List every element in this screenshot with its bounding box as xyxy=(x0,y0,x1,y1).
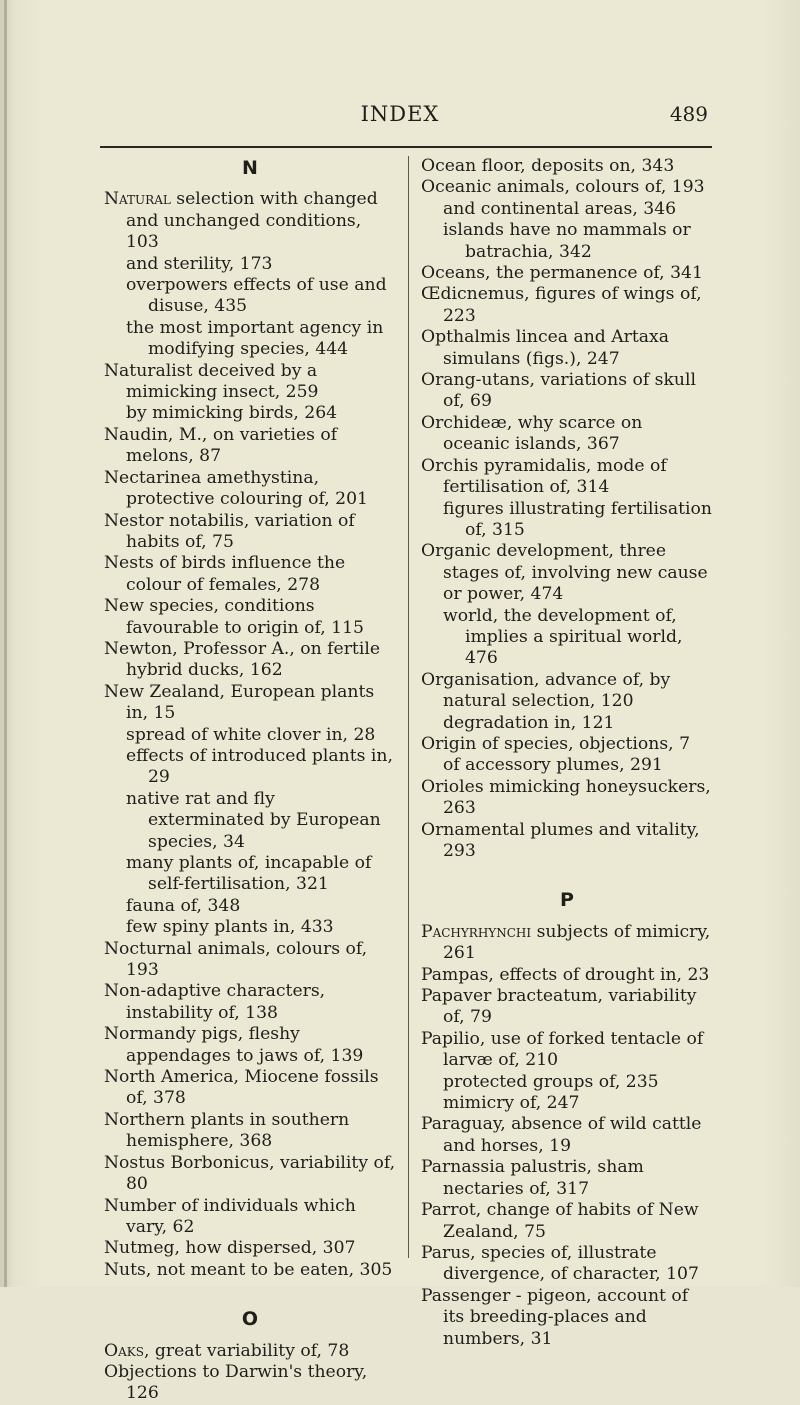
entry-text: selection with changed and unchanged conditions, 103 xyxy=(126,189,378,253)
header-rule xyxy=(100,146,712,148)
index-entry: Objections to Darwin's theory, 126 xyxy=(104,1361,368,1404)
index-subentry: and sterility, 173 xyxy=(126,253,273,274)
index-entry xyxy=(104,1341,396,1362)
index-entry xyxy=(421,922,713,965)
index-subentry: fauna of, 348 xyxy=(126,895,241,916)
left-column xyxy=(104,156,396,1405)
index-entry: Parnassia palustris, sham nectaries of, 317 xyxy=(421,1157,644,1199)
section-gap xyxy=(104,1281,396,1301)
index-entry: Opthalmis lincea and Artaxa simulans (figs.), 247 xyxy=(421,327,669,369)
page-number: 489 xyxy=(669,102,708,126)
section-letter-n: N xyxy=(242,157,258,179)
entry-head: Pachyrhynchi xyxy=(421,921,532,942)
index-entry: Parrot, change of habits of New Zealand, 75 xyxy=(421,1200,699,1242)
page-edge-shadow xyxy=(4,0,7,1287)
column-divider xyxy=(408,156,409,1258)
index-subentry: spread of white clover in, 28 xyxy=(126,724,376,745)
index-entry: Organic development, three stages of, involving new cause or power, 474 xyxy=(421,541,708,605)
index-entry: New Zealand, European plants in, 15 xyxy=(104,681,375,724)
index-entry: Naudin, M., on varieties of melons, 87 xyxy=(104,424,338,467)
index-entry: Newton, Professor A., on fertile hybrid ducks, 162 xyxy=(104,638,381,681)
index-entry: New species, conditions favourable to origin of, 115 xyxy=(104,596,364,638)
index-entry: Papilio, use of forked tentacle of larvæ of, 210 xyxy=(421,1028,704,1071)
index-subentry: overpowers effects of use and disuse, 435 xyxy=(126,275,387,317)
index-subentry: world, the development of, implies a spiritual world, 476 xyxy=(443,605,683,669)
index-entry: Nuts, not meant to be eaten, 305 xyxy=(104,1259,393,1280)
index-entry: Nestor notabilis, variation of habits of, 75 xyxy=(104,510,355,552)
index-subentry: protected groups of, 235 xyxy=(443,1071,659,1092)
index-entry: Papaver bracteatum, variability of, 79 xyxy=(421,986,697,1028)
index-entry: Ocean floor, deposits on, 343 xyxy=(421,156,675,176)
index-entry: Orchis pyramidalis, mode of fertilisation of, 314 xyxy=(421,455,667,498)
entry-head: Natural xyxy=(104,189,171,210)
index-entry: Nutmeg, how dispersed, 307 xyxy=(104,1238,356,1259)
section-letter-p: P xyxy=(560,889,574,912)
index-entry: Normandy pigs, fleshy appendages to jaws of, 139 xyxy=(104,1024,364,1066)
index-entry: Paraguay, absence of wild cattle and horses, 19 xyxy=(421,1114,702,1156)
index-entry: Pampas, effects of drought in, 23 xyxy=(421,964,710,985)
index-subentry: native rat and fly exterminated by European species, 34 xyxy=(126,788,381,852)
index-entry: Orchideæ, why scarce on oceanic islands, 367 xyxy=(421,412,643,455)
index-subentry: figures illustrating fertilisation of, 315 xyxy=(443,498,712,540)
section-letter-o: O xyxy=(241,1308,259,1331)
index-entry: Orang-utans, variations of skull of, 69 xyxy=(421,370,696,412)
index-entry: Number of individuals which vary, 62 xyxy=(104,1195,356,1237)
index-subentry: islands have no mammals or batrachia, 342 xyxy=(443,220,691,262)
running-title: INDEX xyxy=(360,102,440,126)
index-subentry: effects of introduced plants in, 29 xyxy=(126,745,393,788)
index-entry: Non-adaptive characters, instability of, 138 xyxy=(104,981,326,1023)
index-subentry: the most important agency in modifying species, 444 xyxy=(126,317,384,360)
index-entry: Orioles mimicking honeysuckers, 263 xyxy=(421,776,711,819)
index-subentry: by mimicking birds, 264 xyxy=(126,403,338,424)
section-gap xyxy=(421,862,713,882)
entry-text: subjects of mimicry, 261 xyxy=(443,921,711,964)
index-entry: Ornamental plumes and vitality, 293 xyxy=(421,819,700,861)
index-entry: Nocturnal animals, colours of, 193 xyxy=(104,938,368,981)
index-entry: Œdicnemus, figures of wings of, 223 xyxy=(421,284,702,326)
index-entry: Naturalist deceived by a mimicking insect, 259 xyxy=(104,360,319,403)
index-entry: Nectarinea amethystina, protective colouring of, 201 xyxy=(104,467,368,510)
index-entry: Oceans, the permanence of, 341 xyxy=(421,263,703,284)
index-subentry: degradation in, 121 xyxy=(443,712,615,733)
index-entry xyxy=(104,189,396,253)
index-subentry: few spiny plants in, 433 xyxy=(126,917,334,938)
index-entry: Organisation, advance of, by natural selection, 120 xyxy=(421,669,671,712)
page-header xyxy=(0,100,800,130)
index-entry: Passenger - pigeon, account of its breeding-places and numbers, 31 xyxy=(421,1285,689,1349)
index-subentry: of accessory plumes, 291 xyxy=(443,755,663,776)
index-subentry: and continental areas, 346 xyxy=(443,198,677,219)
index-entry: North America, Miocene fossils of, 378 xyxy=(104,1067,379,1109)
index-entry: Nostus Borbonicus, variability of, 80 xyxy=(104,1152,396,1195)
index-entry: Oceanic animals, colours of, 193 xyxy=(421,177,705,198)
index-entry: Origin of species, objections, 7 xyxy=(421,733,691,754)
index-entry: Northern plants in southern hemisphere, 368 xyxy=(104,1109,350,1152)
entry-head: Oaks xyxy=(104,1340,144,1361)
index-subentry: mimicry of, 247 xyxy=(443,1093,580,1114)
entry-text: , great variability of, 78 xyxy=(143,1340,350,1361)
right-column xyxy=(421,156,713,1350)
index-entry: Nests of birds influence the colour of females, 278 xyxy=(104,553,346,595)
index-entry: Parus, species of, illustrate divergence, of character, 107 xyxy=(421,1242,699,1285)
index-subentry: many plants of, incapable of self-fertilisation, 321 xyxy=(126,853,372,895)
